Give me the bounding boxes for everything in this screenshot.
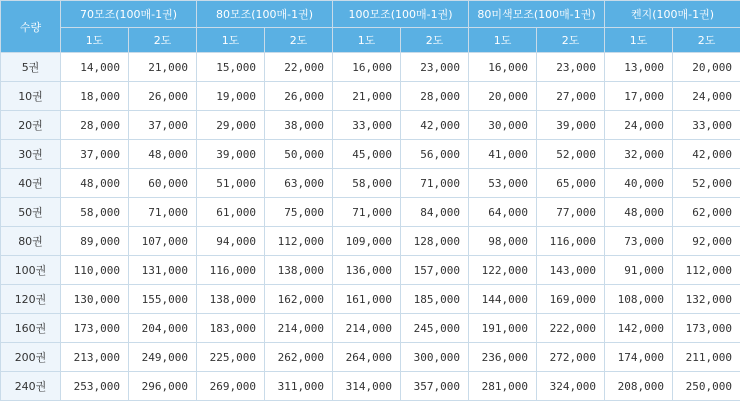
price-cell: 225,000 [197,343,265,372]
price-cell: 300,000 [401,343,469,372]
price-cell: 92,000 [673,227,740,256]
price-cell: 249,000 [129,343,197,372]
price-cell: 42,000 [401,111,469,140]
price-cell: 173,000 [61,314,129,343]
price-cell: 214,000 [333,314,401,343]
price-cell: 144,000 [469,285,537,314]
price-cell: 311,000 [265,372,333,401]
price-cell: 71,000 [129,198,197,227]
price-cell: 222,000 [537,314,605,343]
price-cell: 58,000 [333,169,401,198]
price-cell: 138,000 [197,285,265,314]
price-cell: 63,000 [265,169,333,198]
price-cell: 19,000 [197,82,265,111]
table-row [1,53,740,82]
price-cell: 98,000 [469,227,537,256]
price-cell: 52,000 [673,169,740,198]
table-row [1,169,740,198]
price-cell: 77,000 [537,198,605,227]
price-cell: 71,000 [333,198,401,227]
price-cell: 16,000 [333,53,401,82]
price-cell: 169,000 [537,285,605,314]
price-cell: 250,000 [673,372,740,401]
quantity-column-header: 수량 [1,1,61,53]
sub-header-2-color: 2도 [129,28,197,53]
group-header-kenji: 켄지(100매-1권) [605,1,740,28]
price-cell: 64,000 [469,198,537,227]
price-cell: 269,000 [197,372,265,401]
price-cell: 157,000 [401,256,469,285]
price-cell: 272,000 [537,343,605,372]
quantity-cell: 240권 [1,372,61,401]
table-row [1,314,740,343]
price-cell: 110,000 [61,256,129,285]
quantity-cell: 160권 [1,314,61,343]
price-cell: 33,000 [673,111,740,140]
price-cell: 122,000 [469,256,537,285]
price-cell: 109,000 [333,227,401,256]
quantity-cell: 5권 [1,53,61,82]
sub-header-1-color: 1도 [469,28,537,53]
price-cell: 91,000 [605,256,673,285]
price-cell: 173,000 [673,314,740,343]
price-cell: 130,000 [61,285,129,314]
group-header-row [1,1,740,28]
price-cell: 236,000 [469,343,537,372]
table-header [1,1,740,53]
price-cell: 48,000 [605,198,673,227]
price-cell: 204,000 [129,314,197,343]
price-cell: 128,000 [401,227,469,256]
table-row [1,343,740,372]
price-cell: 33,000 [333,111,401,140]
price-cell: 131,000 [129,256,197,285]
price-cell: 143,000 [537,256,605,285]
quantity-cell: 50권 [1,198,61,227]
price-cell: 132,000 [673,285,740,314]
group-header-100-mojo: 100모조(100매-1권) [333,1,469,28]
price-cell: 211,000 [673,343,740,372]
price-cell: 53,000 [469,169,537,198]
price-cell: 28,000 [401,82,469,111]
sub-header-2-color: 2도 [265,28,333,53]
price-cell: 213,000 [61,343,129,372]
quantity-cell: 20권 [1,111,61,140]
price-cell: 40,000 [605,169,673,198]
price-cell: 61,000 [197,198,265,227]
price-cell: 60,000 [129,169,197,198]
price-cell: 112,000 [265,227,333,256]
sub-header-2-color: 2도 [537,28,605,53]
price-cell: 51,000 [197,169,265,198]
price-cell: 71,000 [401,169,469,198]
quantity-cell: 200권 [1,343,61,372]
price-cell: 24,000 [605,111,673,140]
sub-header-1-color: 1도 [333,28,401,53]
sub-header-2-color: 2도 [673,28,740,53]
quantity-cell: 80권 [1,227,61,256]
price-cell: 26,000 [265,82,333,111]
price-cell: 42,000 [673,140,740,169]
price-cell: 41,000 [469,140,537,169]
table-body [1,53,740,401]
price-cell: 38,000 [265,111,333,140]
table-row [1,82,740,111]
sub-header-1-color: 1도 [605,28,673,53]
price-cell: 26,000 [129,82,197,111]
price-cell: 27,000 [537,82,605,111]
quantity-cell: 100권 [1,256,61,285]
price-cell: 174,000 [605,343,673,372]
price-cell: 21,000 [129,53,197,82]
price-cell: 21,000 [333,82,401,111]
price-cell: 45,000 [333,140,401,169]
price-cell: 30,000 [469,111,537,140]
price-cell: 18,000 [61,82,129,111]
price-cell: 20,000 [469,82,537,111]
price-cell: 15,000 [197,53,265,82]
price-cell: 314,000 [333,372,401,401]
price-cell: 52,000 [537,140,605,169]
sub-header-1-color: 1도 [61,28,129,53]
price-cell: 22,000 [265,53,333,82]
price-cell: 89,000 [61,227,129,256]
price-cell: 84,000 [401,198,469,227]
color-count-header-row [1,28,740,53]
table-row [1,198,740,227]
quantity-cell: 10권 [1,82,61,111]
group-header-80-mojo: 80모조(100매-1권) [197,1,333,28]
price-cell: 14,000 [61,53,129,82]
price-cell: 191,000 [469,314,537,343]
price-cell: 48,000 [129,140,197,169]
price-cell: 107,000 [129,227,197,256]
price-cell: 37,000 [61,140,129,169]
price-cell: 262,000 [265,343,333,372]
table-row [1,111,740,140]
price-cell: 324,000 [537,372,605,401]
price-cell: 39,000 [197,140,265,169]
price-cell: 23,000 [401,53,469,82]
price-cell: 253,000 [61,372,129,401]
table-row [1,227,740,256]
table-row [1,285,740,314]
price-cell: 161,000 [333,285,401,314]
quantity-cell: 120권 [1,285,61,314]
price-cell: 29,000 [197,111,265,140]
sub-header-1-color: 1도 [197,28,265,53]
price-cell: 65,000 [537,169,605,198]
price-cell: 50,000 [265,140,333,169]
price-cell: 16,000 [469,53,537,82]
group-header-70-mojo: 70모조(100매-1권) [61,1,197,28]
table-row [1,140,740,169]
price-cell: 75,000 [265,198,333,227]
table-row [1,372,740,401]
price-cell: 23,000 [537,53,605,82]
price-cell: 138,000 [265,256,333,285]
price-cell: 37,000 [129,111,197,140]
price-cell: 58,000 [61,198,129,227]
price-cell: 136,000 [333,256,401,285]
price-cell: 94,000 [197,227,265,256]
quantity-cell: 30권 [1,140,61,169]
table-row [1,256,740,285]
price-cell: 62,000 [673,198,740,227]
price-cell: 183,000 [197,314,265,343]
quantity-cell: 40권 [1,169,61,198]
price-cell: 108,000 [605,285,673,314]
price-cell: 73,000 [605,227,673,256]
price-cell: 155,000 [129,285,197,314]
price-cell: 56,000 [401,140,469,169]
price-cell: 116,000 [197,256,265,285]
price-cell: 32,000 [605,140,673,169]
price-cell: 17,000 [605,82,673,111]
price-cell: 281,000 [469,372,537,401]
price-cell: 13,000 [605,53,673,82]
price-cell: 264,000 [333,343,401,372]
price-cell: 116,000 [537,227,605,256]
price-cell: 20,000 [673,53,740,82]
price-cell: 245,000 [401,314,469,343]
price-cell: 162,000 [265,285,333,314]
price-cell: 24,000 [673,82,740,111]
sub-header-2-color: 2도 [401,28,469,53]
price-cell: 48,000 [61,169,129,198]
price-cell: 142,000 [605,314,673,343]
price-cell: 39,000 [537,111,605,140]
price-cell: 214,000 [265,314,333,343]
price-cell: 208,000 [605,372,673,401]
price-cell: 28,000 [61,111,129,140]
price-cell: 185,000 [401,285,469,314]
price-cell: 112,000 [673,256,740,285]
group-header-80-ivory-mojo: 80미색모조(100매-1권) [469,1,605,28]
price-cell: 296,000 [129,372,197,401]
price-cell: 357,000 [401,372,469,401]
